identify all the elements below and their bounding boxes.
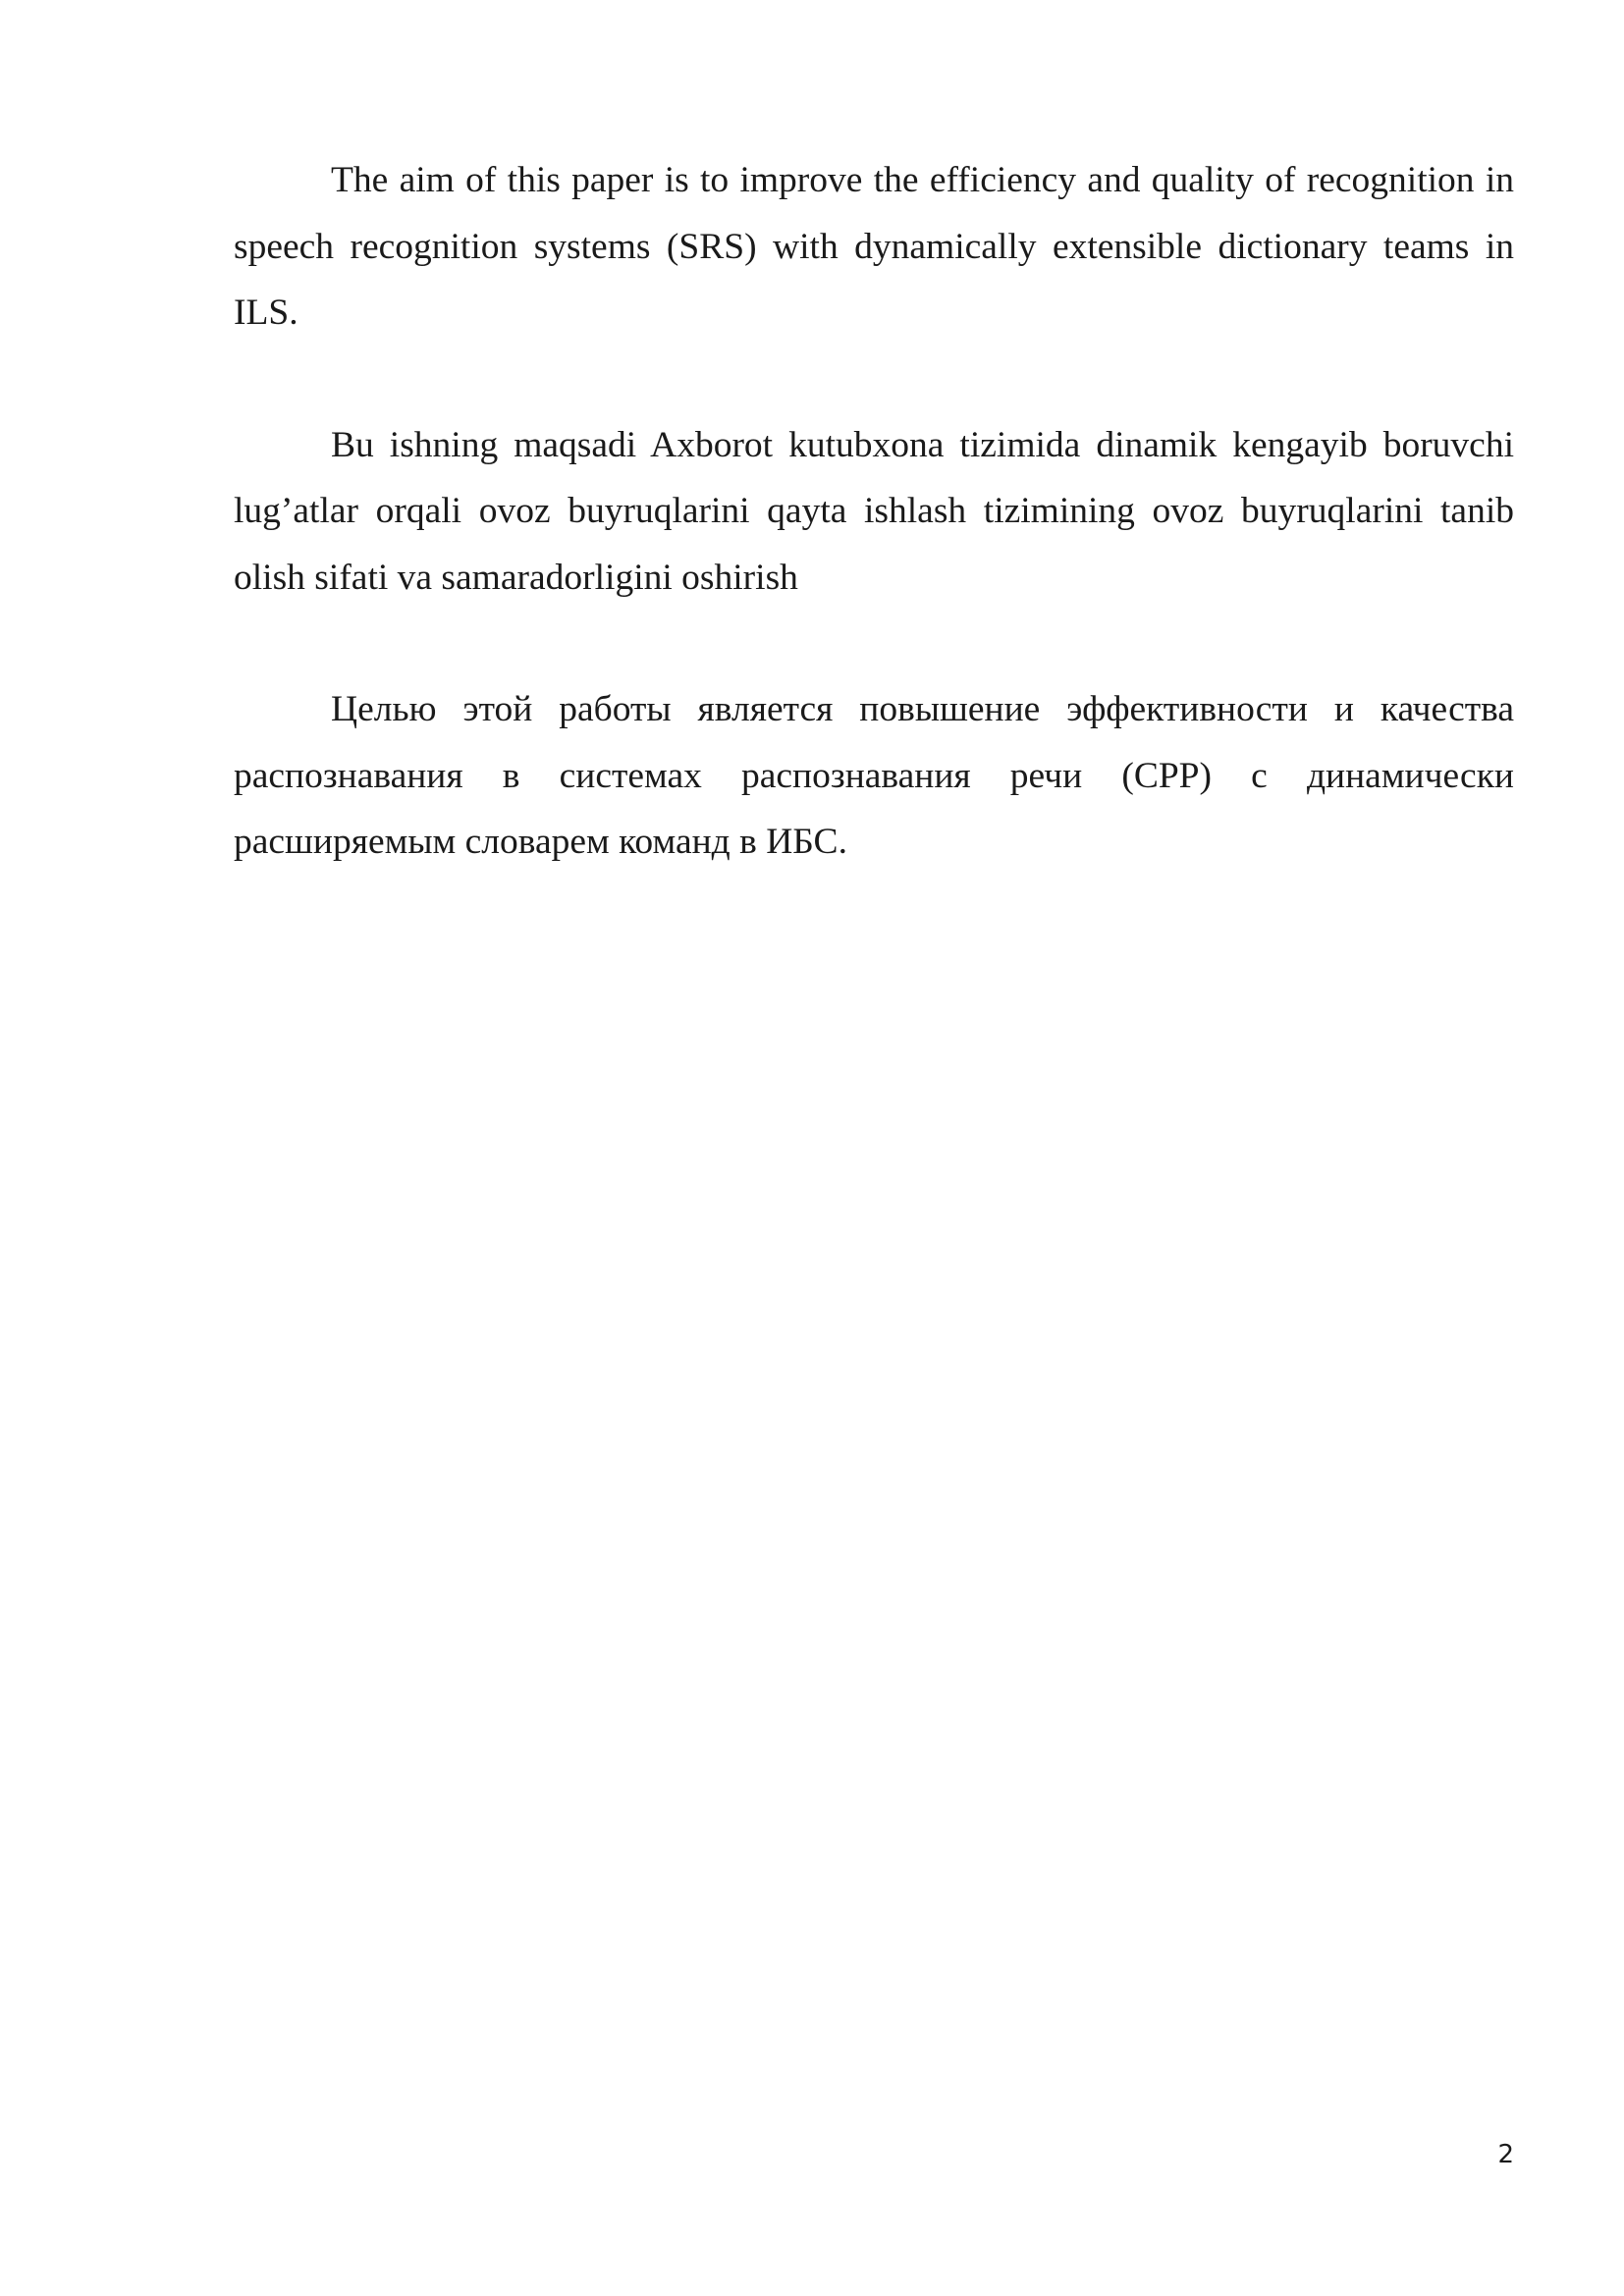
paragraph-uzbek: Bu ishning maqsadi Axborot kutubxona tizimida dinamik kengayib boruvchi lug’atlar orqali ovoz buyruqlarini qayta ishlash tizimining ovoz buyruqlarini tanib olish sifati va samaradorligini oshirish	[234, 424, 1514, 598]
page-number: 2	[1497, 2140, 1514, 2169]
paragraph-russian: Целью этой работы является повышение эффективности и качества распознавания в системах распознавания речи (СРР) с динамически расширяемым словарем команд в ИБС.	[234, 689, 1514, 862]
document-body	[234, 147, 1514, 876]
paragraph-english: The aim of this paper is to improve the efficiency and quality of recognition in speech recognition systems (SRS) with dynamically extensible dictionary teams in ILS.	[234, 160, 1514, 333]
